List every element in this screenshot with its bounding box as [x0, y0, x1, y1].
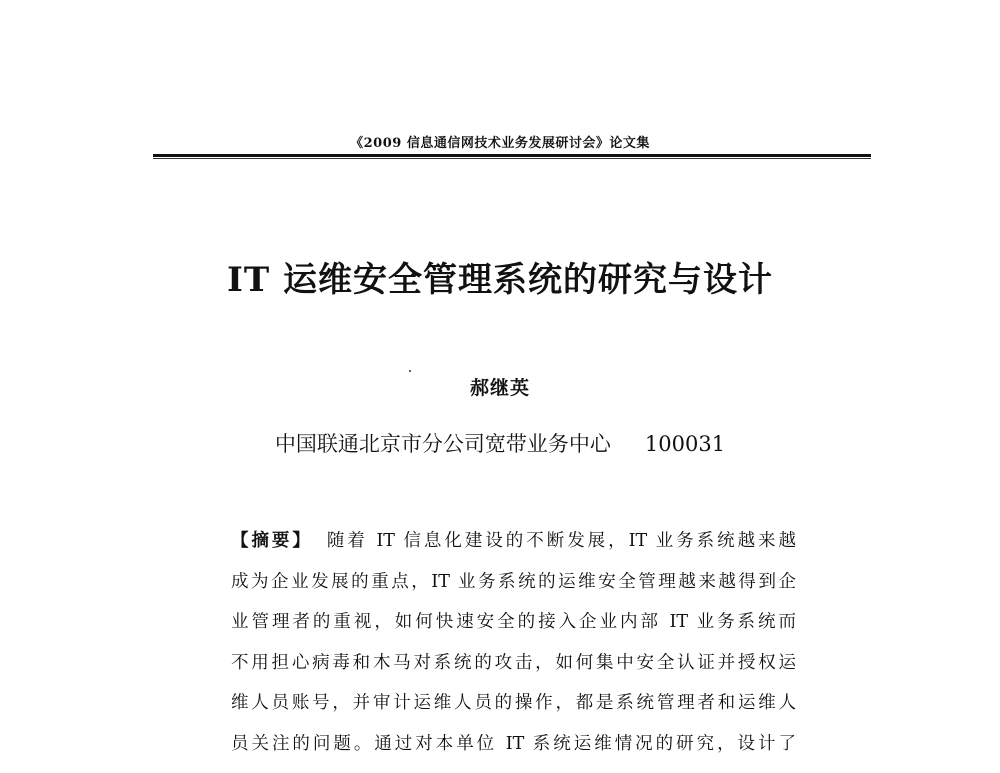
- abstract-line: [231, 611, 796, 652]
- author-affiliation: [0, 428, 1000, 458]
- abstract-label: 【摘要】: [231, 531, 313, 551]
- abstract-line: [231, 652, 796, 693]
- header-rule-thin: [153, 158, 871, 159]
- abstract-line: [231, 571, 796, 612]
- author-name: 郝继英: [0, 373, 1000, 400]
- abstract-line: [231, 530, 796, 571]
- abstract-line-text: 维人员账号，并审计运维人员的操作，都是系统管理者和运维人: [231, 693, 796, 713]
- abstract-line-text: 不用担心病毒和木马对系统的攻击，如何集中安全认证并授权运: [231, 653, 796, 673]
- abstract-line: [231, 692, 796, 733]
- abstract-line-text: 随着 IT 信息化建设的不断发展，IT 业务系统越来越: [327, 531, 796, 551]
- affiliation-organization: 中国联通北京市分公司宽带业务中心: [275, 432, 611, 456]
- abstract-section: [231, 530, 796, 773]
- abstract-line-text: 业管理者的重视，如何快速安全的接入企业内部 IT 业务系统而: [231, 612, 796, 632]
- running-header: 《2009 信息通信网技术业务发展研讨会》论文集: [0, 132, 1000, 151]
- header-rule-thick: [153, 154, 871, 157]
- affiliation-postcode: 100031: [645, 432, 725, 456]
- scan-speck: [409, 370, 411, 372]
- abstract-line: [231, 733, 796, 773]
- paper-title: IT 运维安全管理系统的研究与设计: [0, 252, 1000, 301]
- abstract-line-text: 成为企业发展的重点，IT 业务系统的运维安全管理越来越得到企: [231, 572, 796, 592]
- abstract-line-text: 员关注的问题。通过对本单位 IT 系统运维情况的研究，设计了: [231, 734, 796, 754]
